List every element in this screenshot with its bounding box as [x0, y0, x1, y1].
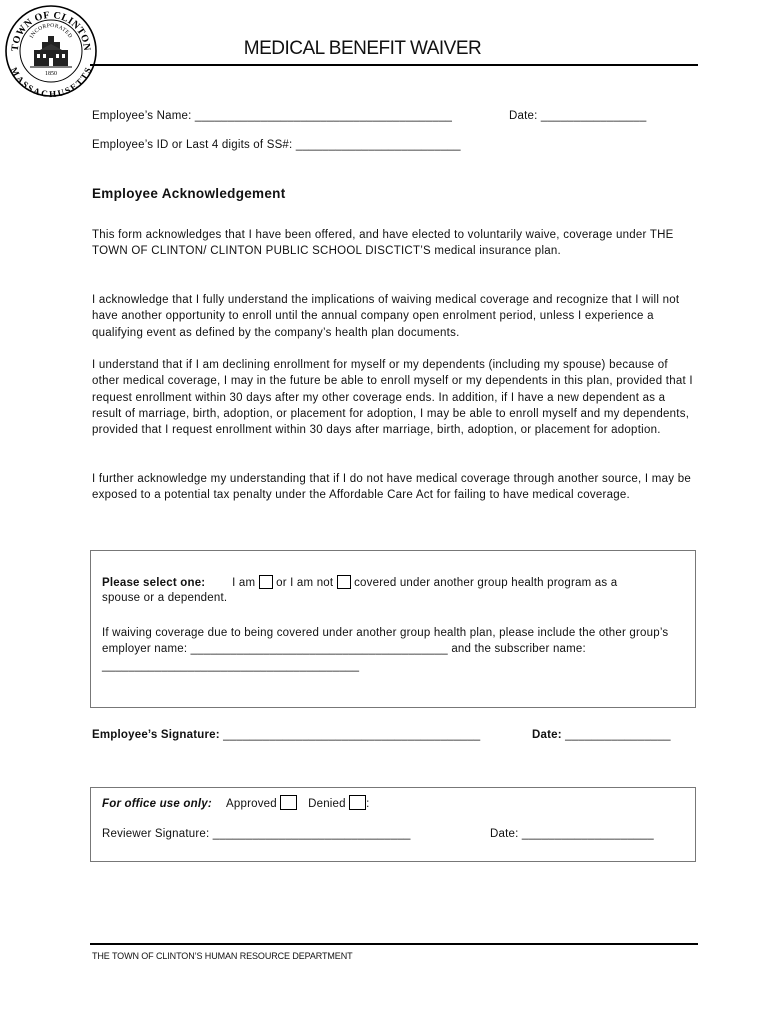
- approved-checkbox[interactable]: [280, 795, 297, 810]
- denied-checkbox[interactable]: [349, 795, 366, 810]
- reviewer-signature-label: Reviewer Signature:: [102, 828, 210, 840]
- office-approval-row: [102, 795, 370, 810]
- svg-text:INCORPORATED: INCORPORATED: [28, 22, 74, 40]
- reviewer-date-field[interactable]: [490, 828, 654, 840]
- employer-name-line[interactable]: _______________________________________: [190, 643, 448, 656]
- office-use-label: For office use only:: [102, 798, 212, 810]
- spouse-dependent-text: spouse or a dependent.: [102, 592, 228, 604]
- reviewer-signature-field[interactable]: [102, 828, 411, 840]
- reviewer-date-label: Date:: [490, 828, 519, 840]
- subscriber-name-label: name:: [552, 643, 586, 656]
- reviewer-date-line[interactable]: ____________________: [521, 828, 654, 840]
- date-line[interactable]: ________________: [540, 110, 647, 122]
- employee-name-label: Employee’s Name:: [92, 110, 192, 122]
- paragraph-offer: This form acknowledges that I have been offered, and have elected to voluntarily waive, coverage under THE TOWN OF CLINTON/ CLINTON PUBLIC SCHOOL DISCTICT’S medical insurance plan.: [92, 229, 674, 258]
- employee-signature-label: Employee’s Signature:: [92, 729, 220, 741]
- denied-label: Denied: [308, 798, 346, 810]
- reviewer-signature-line[interactable]: ______________________________: [212, 828, 411, 840]
- coverage-select-row: [102, 575, 692, 589]
- and-subscriber-text: and the subscriber: [451, 643, 550, 656]
- form-title: MEDICAL BENEFIT WAIVER: [243, 38, 482, 59]
- date-label: Date:: [509, 110, 538, 122]
- waiving-coverage-text: [102, 625, 686, 674]
- employee-id-line[interactable]: _________________________: [295, 139, 461, 151]
- employee-signature-field[interactable]: [92, 729, 480, 741]
- waiving-instructions: If waiving coverage due to being covered under another group health plan, please include the other group’s employer name:: [102, 627, 669, 656]
- acknowledgement-heading: Employee Acknowledgement: [92, 186, 286, 201]
- signature-date-line[interactable]: ________________: [565, 729, 671, 741]
- paragraph-dependents: I understand that if I am declining enrollment for myself or my dependents (including my spouse) because of other medical coverage, I may in the future be able to enroll myself or my dependents in this plan, provided that I request enrollment within 30 days after my other coverage ends. In addition, if I have a new dependent as a result of marriage, birth, adoption, or placement for adoption, I may be able to enroll myself and my dependents, provided that I request enrollment within 30 days after marriage, birth, adoption, or placement for adoption.: [92, 359, 693, 437]
- select-one-label: Please select one:: [102, 577, 206, 589]
- i-am-not-checkbox[interactable]: [337, 575, 351, 589]
- subscriber-name-line[interactable]: _______________________________________: [102, 659, 360, 672]
- employee-name-line[interactable]: _______________________________________: [194, 110, 453, 122]
- footer-text: THE TOWN OF CLINTON’S HUMAN RESOURCE DEPARTMENT: [92, 951, 353, 961]
- covered-text: covered under another group health program as a: [354, 577, 618, 589]
- signature-date-label: Date:: [532, 729, 562, 741]
- paragraph-implications: I acknowledge that I fully understand the implications of waiving medical coverage and recognize that I will not have another opportunity to enroll until the annual company open enrolment period, unless I experience a qualifying event as defined by the company’s health plan documents.: [92, 294, 680, 339]
- denied-colon: :: [366, 798, 370, 810]
- i-am-label: I am: [232, 577, 256, 589]
- employee-name-field[interactable]: [92, 110, 452, 122]
- footer-rule: [90, 943, 698, 945]
- signature-date-field[interactable]: [532, 729, 671, 741]
- svg-text:MASSACHUSETTS: MASSACHUSETTS: [8, 65, 94, 98]
- employee-signature-line[interactable]: _______________________________________: [223, 729, 481, 741]
- employee-id-field[interactable]: [92, 139, 461, 151]
- date-field[interactable]: [509, 110, 646, 122]
- employee-id-label: Employee’s ID or Last 4 digits of SS#:: [92, 139, 293, 151]
- svg-text:TOWN OF CLINTON: TOWN OF CLINTON: [9, 9, 93, 52]
- svg-text:1850: 1850: [45, 71, 57, 77]
- or-i-am-not-label: or I am not: [276, 577, 334, 589]
- approved-label: Approved: [226, 798, 277, 810]
- title-rule: [90, 64, 698, 66]
- paragraph-tax-penalty: I further acknowledge my understanding that if I do not have medical coverage through another source, I may be exposed to a potential tax penalty under the Affordable Care Act for failing to have medical coverage.: [92, 473, 692, 502]
- i-am-checkbox[interactable]: [259, 575, 273, 589]
